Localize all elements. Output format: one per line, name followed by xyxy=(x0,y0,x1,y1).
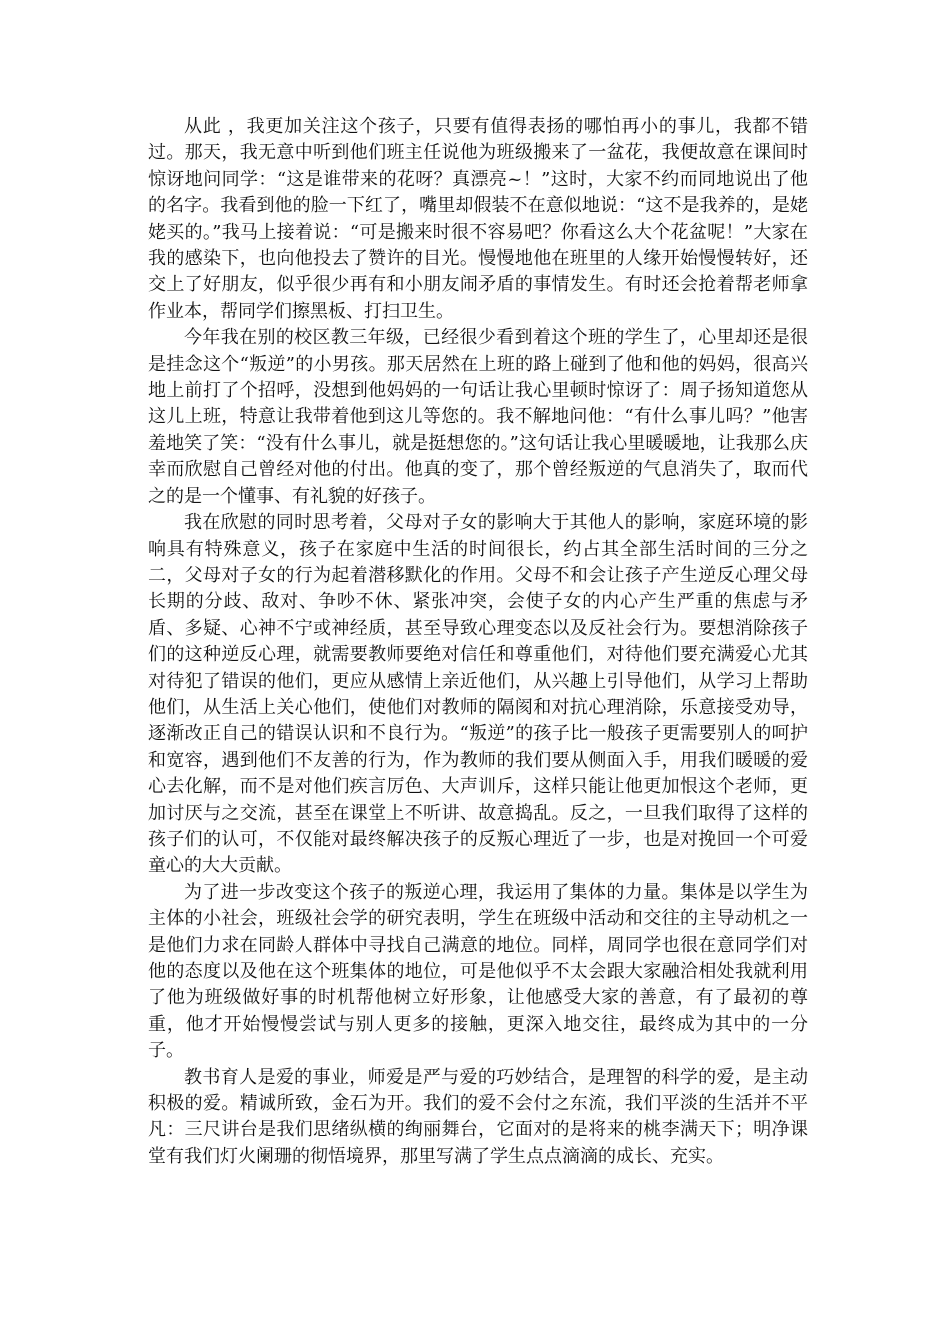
paragraph-1: 从此 ，我更加关注这个孩子，只要有值得表扬的哪怕再小的事儿，我都不错过。那天，我无意中听到他们班主任说他为班级搬来了一盆花，我便故意在课间时惊讶地问同学：“这是谁带来的花呀？真漂亮~！”这时，大家不约而同地说出了他的名字。我看到他的脸一下红了，嘴里却假装不在意似地说：“这不是我养的，是姥姥买的。”我马上接着说：“可是搬来时很不容易吧？你看这么大个花盆呢！”大家在我的感染下，也向他投去了赞许的目光。慢慢地他在班里的人缘开始慢慢转好，还交上了好朋友，似乎很少再有和小朋友闹矛盾的事情发生。有时还会抢着帮老师拿作业本，帮同学们擦黑板、打扫卫生。 xyxy=(148,116,808,322)
paragraph-5: 教书育人是爱的事业，师爱是严与爱的巧妙结合，是理智的科学的爱，是主动积极的爱。精诚所致，金石为开。我们的爱不会付之东流，我们平淡的生活并不平凡：三尺讲台是我们思绪纵横的绚丽舞台，它面对的是将来的桃李满天下；明净课堂有我们灯火阑珊的彻悟境界，那里写满了学生点点滴滴的成长、充实。 xyxy=(148,1066,808,1167)
paragraph-3: 我在欣慰的同时思考着，父母对子女的影响大于其他人的影响，家庭环境的影响具有特殊意义，孩子在家庭中生活的时间很长，约占其全部生活时间的三分之二，父母对子女的行为起着潜移默化的作用。父母不和会让孩子产生逆反心理父母长期的分歧、敌对、争吵不休、紧张冲突，会使子女的内心产生严重的焦虑与矛盾、多疑、心神不宁或神经质，甚至导致心理变态以及反社会行为。要想消除孩子们的这种逆反心理，就需要教师要绝对信任和尊重他们，对待他们要充满爱心尤其对待犯了错误的他们，更应从感情上亲近他们，从兴趣上引导他们，从学习上帮助他们，从生活上关心他们，使他们对教师的隔阂和对抗心理消除，乐意接受劝导，逐渐改正自己的错误认识和不良行为。“叛逆”的孩子比一般孩子更需要别人的呵护和宽容，遇到他们不友善的行为，作为教师的我们要从侧面入手，用我们暖暖的爱心去化解，而不是对他们疾言厉色、大声训斥，这样只能让他更加恨这个老师，更加讨厌与之交流，甚至在课堂上不听讲、故意捣乱。反之，一旦我们取得了这样的孩子们的认可，不仅能对最终解决孩子的反叛心理近了一步，也是对挽回一个可爱童心的大大贡献。 xyxy=(148,512,808,877)
paragraph-4: 为了进一步改变这个孩子的叛逆心理，我运用了集体的力量。集体是以学生为主体的小社会，班级社会学的研究表明，学生在班级中活动和交往的主导动机之一是他们力求在同龄人群体中寻找自己满意的地位。同样，周同学也很在意同学们对他的态度以及他在这个班集体的地位，可是他似乎不太会跟大家融洽相处我就利用了他为班级做好事的时机帮他树立好形象，让他感受大家的善意，有了最初的尊重，他才开始慢慢尝试与别人更多的接触，更深入地交往，最终成为其中的一分子。 xyxy=(148,881,808,1062)
document-body xyxy=(148,114,808,1170)
paragraph-2: 今年我在别的校区教三年级，已经很少看到着这个班的学生了，心里却还是很是挂念这个“叛逆”的小男孩。那天居然在上班的路上碰到了他和他的妈妈，很高兴地上前打了个招呼，没想到他妈妈的一句话让我心里顿时惊讶了：周子扬知道您从这儿上班，特意让我带着他到这儿等您的。我不解地问他：“有什么事儿吗？”他害羞地笑了笑：“没有什么事儿，就是挺想您的。”这句话让我心里暖暖地，让我那么庆幸而欣慰自己曾经对他的付出。他真的变了，那个曾经叛逆的气息消失了，取而代之的是一个懂事、有礼貌的好孩子。 xyxy=(148,327,808,507)
